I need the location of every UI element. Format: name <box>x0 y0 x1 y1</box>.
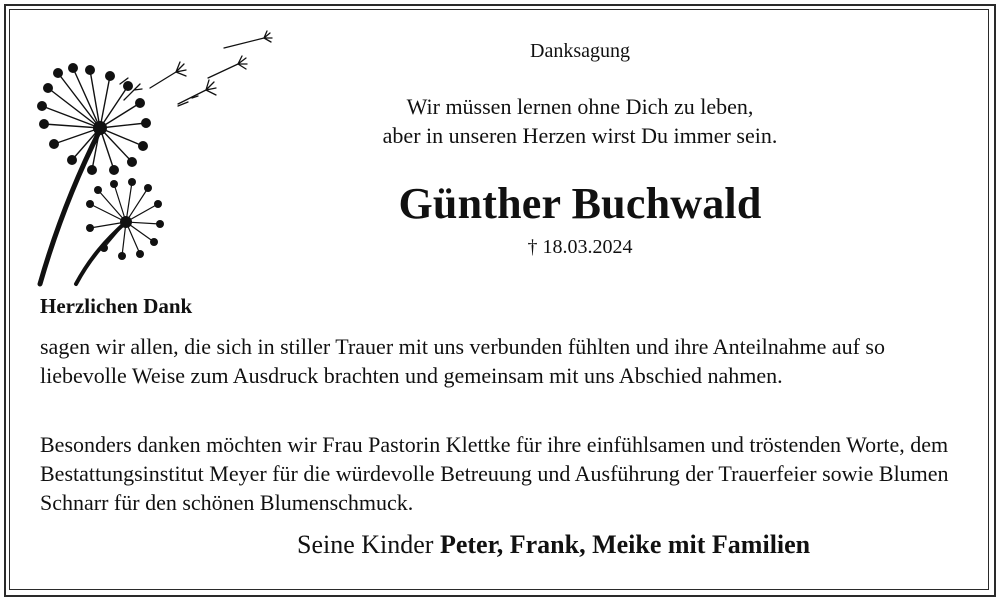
memorial-verse <box>180 92 980 150</box>
verse-line-2: aber in unseren Herzen wirst Du immer sein. <box>382 123 778 148</box>
signature <box>297 530 810 560</box>
signature-prefix: Seine Kinder <box>297 530 434 559</box>
signature-names: Peter, Frank, Meike mit Familien <box>439 530 811 559</box>
notice-heading: Danksagung <box>530 40 630 62</box>
death-date: † 18.03.2024 <box>527 236 633 258</box>
thanks-paragraph-2: Besonders danken möchten wir Frau Pastorin Klettke für ihre einfühlsamen und tröstenden Worte, dem Bestattungsinstitut Meyer für die würdevolle Betreuung und Ausführung der Trauerfeier sowie Blumen Schnarr für den schönen Blumenschmuck. <box>40 432 949 515</box>
deceased-name: Günther Buchwald <box>398 179 762 228</box>
thanks-title: Herzlichen Dank <box>40 294 193 318</box>
thanks-paragraph-1: sagen wir allen, die sich in stiller Trauer mit uns verbunden fühlten und ihre Anteilnahme auf so liebevolle Weise zum Ausdruck brachten und gemeinsam mit uns Abschied nahmen. <box>40 334 885 388</box>
verse-line-1: Wir müssen lernen ohne Dich zu leben, <box>406 94 754 119</box>
